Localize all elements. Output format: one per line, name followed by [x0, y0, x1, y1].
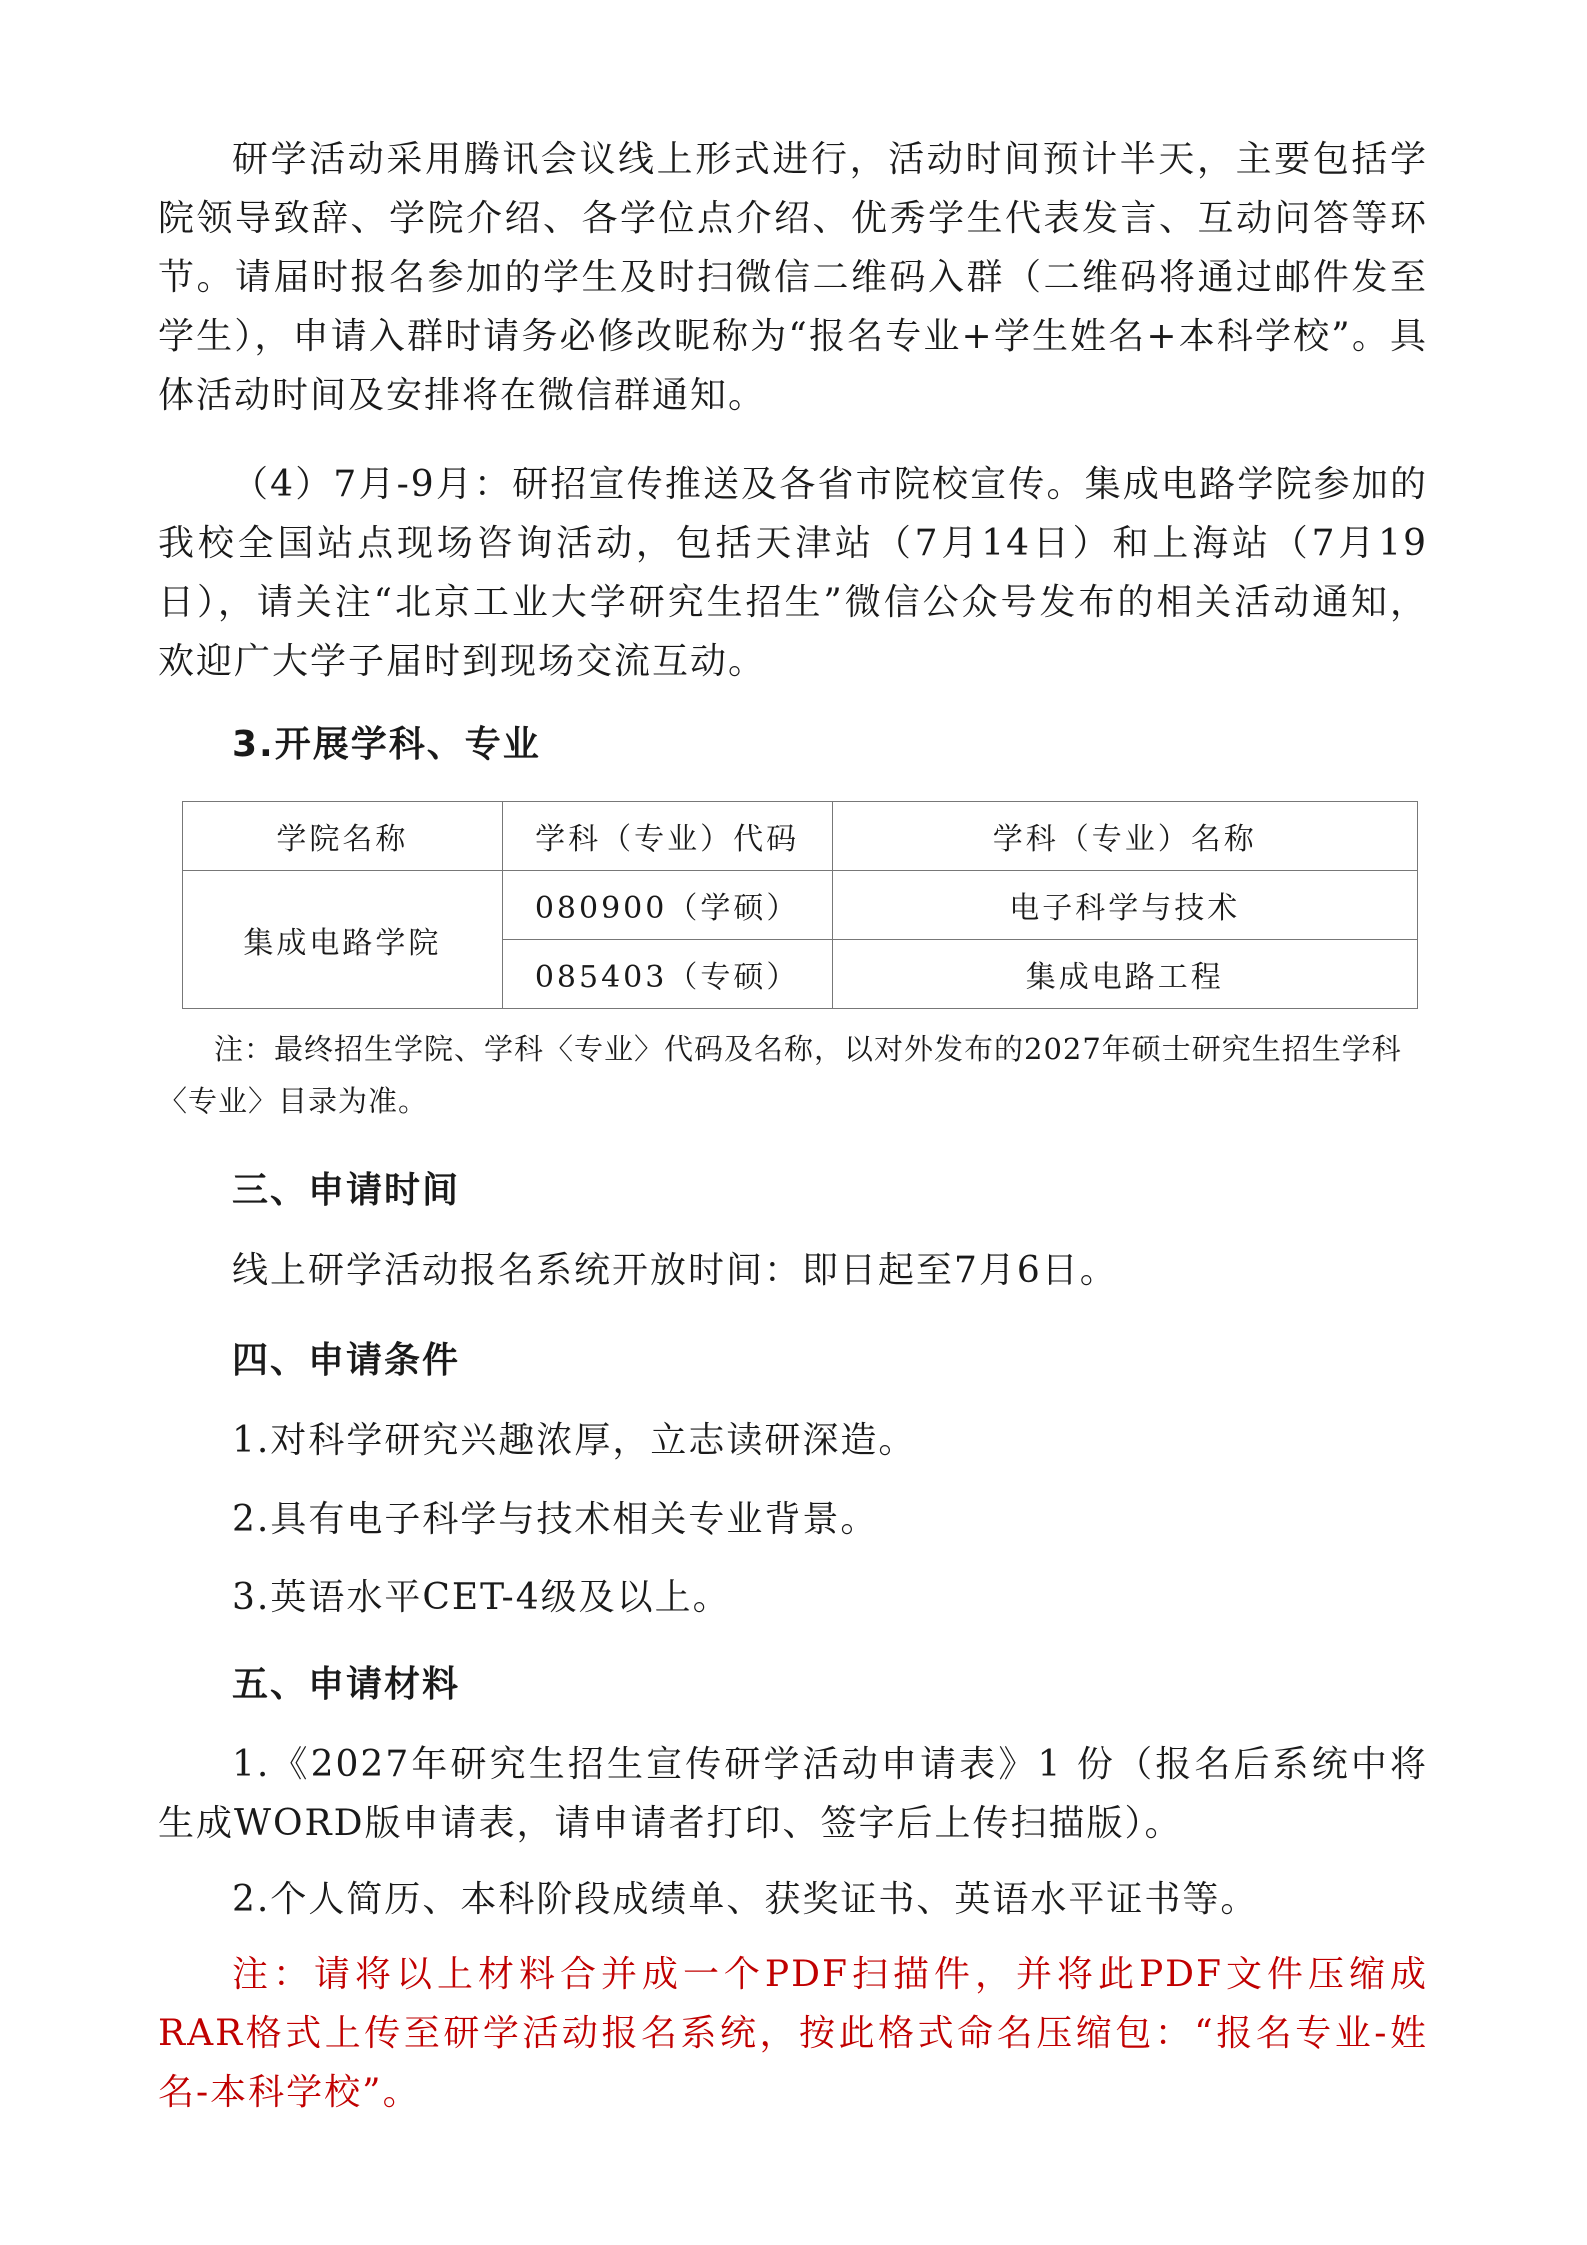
condition-item: 1.对科学研究兴趣浓厚，立志读研深造。	[232, 1420, 917, 1461]
table-row	[183, 871, 1418, 940]
table-header-name: 学科（专业）名称	[832, 802, 1418, 871]
materials-item: 2.个人简历、本科阶段成绩单、获奖证书、英语水平证书等。	[232, 1879, 1259, 1920]
heading-application-materials: 五、申请材料	[232, 1664, 461, 1705]
materials-note: 注：请将以上材料合并成一个PDF扫描件，并将此PDF文件压缩成RAR格式上传至研学活动报名系统，按此格式命名压缩包：“报名专业-姓名-本科学校”。	[158, 1954, 1428, 2113]
condition-item: 2.具有电子科学与技术相关专业背景。	[232, 1499, 879, 1540]
table-cell-code: 080900（学硕）	[502, 871, 832, 940]
heading-application-conditions: 四、申请条件	[232, 1340, 461, 1381]
table-header-college: 学院名称	[183, 802, 503, 871]
paragraph-july-september: （4）7月-9月：研招宣传推送及各省市院校宣传。集成电路学院参加的我校全国站点现场咨询活动，包括天津站（7月14日）和上海站（7月19日），请关注“北京工业大学研究生招生”微信公众号发布的相关活动通知，欢迎广大学子届时到现场交流互动。	[158, 464, 1428, 682]
heading-application-time: 三、申请时间	[232, 1170, 461, 1211]
table-cell-name: 集成电路工程	[832, 940, 1418, 1009]
paragraph-online-activity: 研学活动采用腾讯会议线上形式进行，活动时间预计半天，主要包括学院领导致辞、学院介绍、各学位点介绍、优秀学生代表发言、互动问答等环节。请届时报名参加的学生及时扫微信二维码入群（二维码将通过邮件发至学生），申请入群时请务必修改昵称为“报名专业+学生姓名+本科学校”。具体活动时间及安排将在微信群通知。	[158, 139, 1428, 416]
heading-disciplines: 3.开展学科、专业	[232, 724, 541, 765]
materials-item: 1.《2027年研究生招生宣传研学活动申请表》1 份（报名后系统中将生成WORD版申请表，请申请者打印、签字后上传扫描版）。	[158, 1744, 1428, 1844]
table-header-code: 学科（专业）代码	[502, 802, 832, 871]
table-header-row	[183, 802, 1418, 871]
table-cell-name: 电子科学与技术	[832, 871, 1418, 940]
application-time-text: 线上研学活动报名系统开放时间：即日起至7月6日。	[232, 1250, 1118, 1291]
table-cell-college: 集成电路学院	[183, 871, 503, 1009]
table-cell-code: 085403（专硕）	[502, 940, 832, 1009]
disciplines-table	[182, 801, 1418, 1009]
condition-item: 3.英语水平CET-4级及以上。	[232, 1577, 731, 1618]
table-note: 注：最终招生学院、学科〈专业〉代码及名称，以对外发布的2027年硕士研究生招生学科〈专业〉目录为准。	[158, 1032, 1402, 1118]
